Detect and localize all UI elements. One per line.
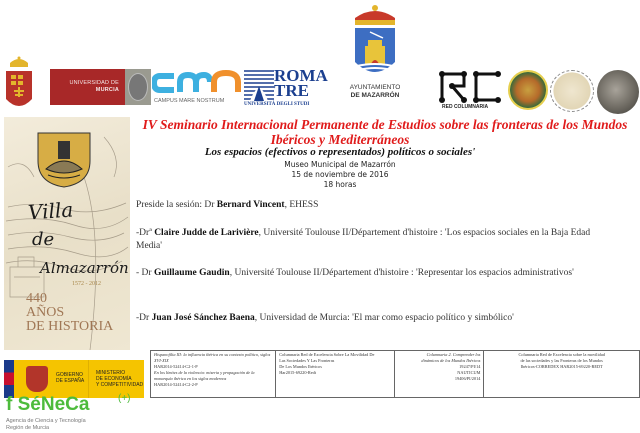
funding-cell-hispanofilia <box>151 351 276 398</box>
talk-item <box>136 267 616 280</box>
umu-seal-icon <box>125 69 151 105</box>
seneca-sub1: Agencia de Ciencia y Tecnología <box>6 418 86 424</box>
funding-code: Har2015-69220-Redt <box>279 370 317 375</box>
funding-cell-columnaria-2 <box>395 351 484 398</box>
villa-almazarron-poster <box>4 117 130 350</box>
talk-item <box>136 227 616 253</box>
funding-text: De Los Mundos Ibéricos <box>279 364 322 369</box>
ministry-line2: DE ECONOMÍA <box>96 376 132 382</box>
funding-text: Las Sociedades Y Las Fronteras <box>279 358 335 363</box>
spain-crest-icon <box>26 366 48 392</box>
funding-text: NAUTICUM <box>457 370 481 375</box>
cmn-caption: CAMPUS MARE NOSTRUM <box>154 98 225 104</box>
talk-prefix: - Dr <box>136 268 154 278</box>
talk-item <box>136 312 616 325</box>
tre-text: TRE <box>274 81 309 100</box>
frontiere-mediterranee-seal-logo <box>550 70 594 112</box>
funding-text: de las sociedades y las Fronteras de los Mundos <box>520 358 603 363</box>
session-chair <box>136 199 616 212</box>
mazarron-line1: AYUNTAMIENTO <box>349 84 401 91</box>
ayuntamiento-mazarron-logo <box>335 2 415 102</box>
seneca-sub2: Región de Murcia <box>6 425 50 431</box>
chair-name: Bernard Vincent <box>216 200 285 210</box>
table-row <box>151 351 640 398</box>
talk-prefix: -Drª <box>136 228 155 238</box>
heraldic-seal-logo <box>508 70 548 110</box>
talk-details: , Université Toulouse II/Département d'histoire : 'Representar los espacios administrativos' <box>229 268 574 278</box>
ministry-line1: MINISTERIO <box>96 370 126 376</box>
funding-table <box>150 350 640 398</box>
gobierno-text <box>56 372 84 384</box>
funding-code: Ibéricos-CORREDEX HAR2015-69220-REDT <box>520 364 603 369</box>
talk-details: , Universidad de Murcia: 'El mar como espacio político y simbólico' <box>254 313 514 323</box>
talk-details: , Université Toulouse II/Département d'histoire : 'Los espacios sociales en la Baja Edad Media' <box>136 228 591 251</box>
umu-line1: UNIVERSIDAD DE <box>69 80 119 86</box>
funding-text: En los límites de la violencia: miseria y propagación de la monarquía ibérica en los siglos modernos <box>154 370 255 381</box>
talk-prefix: -Dr <box>136 313 152 323</box>
poster-years: 1572 - 2012 <box>72 281 101 287</box>
region-murcia-coat-of-arms-logo <box>4 55 34 113</box>
funding-cell-columnaria-red <box>276 351 395 398</box>
poster-anos-text: AÑOS <box>26 305 65 320</box>
mazarron-line2: DE MAZARRÓN <box>350 92 400 99</box>
seminar-title <box>130 117 640 147</box>
chair-prefix: Preside la sesión: Dr <box>136 200 217 210</box>
universidad-murcia-logo <box>50 69 151 105</box>
roma-tre-logo <box>244 66 328 110</box>
seminar-subtitle: Los espacios (efectivos o representados) políticos o sociales' <box>204 146 476 158</box>
speaker-name: Juan José Sánchez Baena <box>151 313 255 323</box>
campus-mare-nostrum-logo <box>152 70 242 106</box>
funding-text: dinámicos de los Mundos Ibéricos <box>421 358 481 363</box>
poster-anniversary-number: 440 <box>26 291 47 306</box>
title-line2: Ibéricos y Mediterráneos <box>270 132 410 147</box>
mazarron-caption <box>335 84 415 100</box>
gobierno-divider <box>88 360 89 398</box>
umu-line2: MURCIA <box>95 87 119 93</box>
funding-cell-corredex <box>484 351 640 398</box>
seneca-plus: (+) <box>118 393 131 404</box>
funding-text: Columnaria Red de Excelencia sobre la movilidad <box>518 352 605 357</box>
fundacion-seneca-logo <box>4 393 144 433</box>
funding-code: HAR2014-52414-C2-1-P <box>154 364 198 369</box>
ancient-coin-logo <box>597 70 639 114</box>
speaker-name: Guillaume Gaudin <box>153 268 230 278</box>
roma-text: ROMA <box>274 66 328 85</box>
poster-historia-text: DE HISTORIA <box>26 319 114 334</box>
red-columnaria-logo <box>438 70 504 114</box>
funding-text: Columnaria 2. Comprender los <box>426 352 481 357</box>
roma-tre-caption: UNIVERSITÀ DEGLI STUDI <box>244 102 310 107</box>
chair-affiliation: , EHESS <box>284 200 319 210</box>
ministry-text <box>96 370 143 388</box>
event-date: 15 de noviembre de 2016 <box>291 170 389 179</box>
red-columnaria-caption: RED COLUMNARIA <box>442 104 489 110</box>
venue: Museo Municipal de Mazarrón <box>284 160 396 169</box>
funding-code: 19406/PI/2014 <box>454 376 481 381</box>
gobierno-line2: DE ESPAÑA <box>56 378 85 384</box>
gobierno-line1: GOBIERNO <box>56 372 83 378</box>
funding-code: 19247/PI/14 <box>459 364 481 369</box>
funding-code: HAR2014-52414-C2-2-P <box>154 382 198 387</box>
funding-text: Columnaria Red de Excelencia Sobre La Movilidad De <box>279 352 375 357</box>
poster-almazarron-text: Almazarrón <box>40 259 129 277</box>
poster-villa-text: Villa <box>27 197 75 225</box>
event-time: 18 horas <box>323 180 357 189</box>
speaker-name: Claire Judde de Larivière <box>154 228 259 238</box>
funding-text: Hispanofilia III: la influencia ibérica en su contexto político, siglos XVI-XIX <box>154 352 271 363</box>
eu-spain-flag-icon <box>4 360 14 398</box>
seneca-name: f SéNeCa <box>6 394 90 415</box>
seneca-subtitle <box>6 418 86 432</box>
poster-de-text: de <box>32 229 55 250</box>
title-line1: IV Seminario Internacional Permanente de Estudios sobre las fronteras de los Mundos <box>142 117 628 132</box>
ministry-line3: Y COMPETITIVIDAD <box>96 382 144 388</box>
